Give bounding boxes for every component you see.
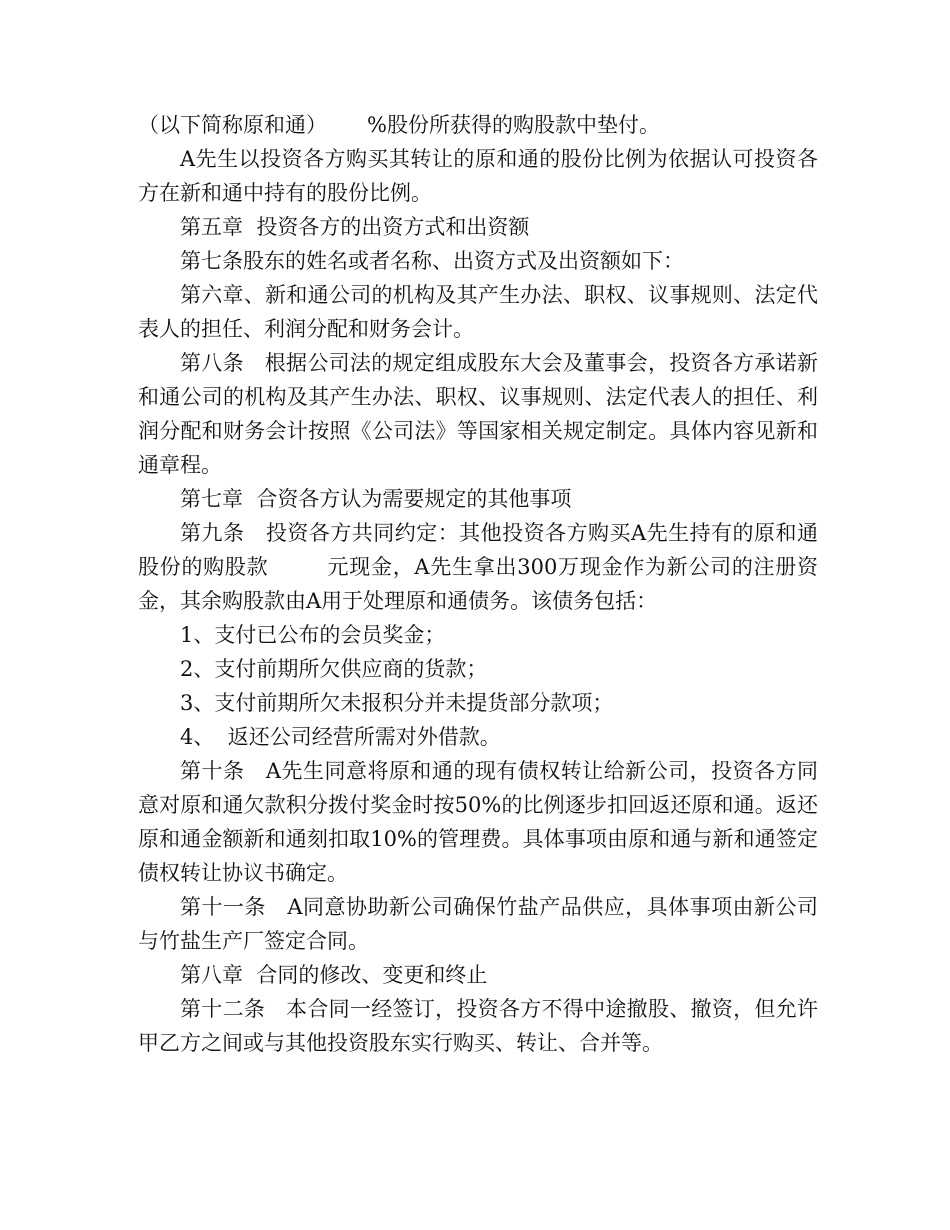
chapter-6-heading: 第六章、新和通公司的机构及其产生办法、职权、议事规则、法定代表人的担任、利润分配和财务会计。 (138, 283, 818, 341)
article-12: 第十二条 本合同一经签订，投资各方不得中途撤股、撤资，但允许甲乙方之间或与其他投资股东实行购买、转让、合并等。 (138, 997, 818, 1055)
document-body (138, 108, 818, 1060)
article-10: 第十条 A先生同意将原和通的现有债权转让给新公司，投资各方同意对原和通欠款积分拨付奖金时按50%的比例逐步扣回返还原和通。返还原和通金额新和通刻扣取10%的管理费。具体事项由原和通与新和通签定债权转让协议书确定。 (138, 759, 818, 885)
debt-item-4: 4、 返还公司经营所需对外借款。 (180, 725, 501, 749)
chapter-8-heading: 第八章 合同的修改、变更和终止 (180, 963, 488, 987)
chapter-7-heading: 第七章 合资各方认为需要规定的其他事项 (180, 487, 572, 511)
debt-item-2: 2、支付前期所欠供应商的货款； (180, 657, 488, 681)
paragraph-share-ratio: A先生以投资各方购买其转让的原和通的股份比例为依据认可投资各方在新和通中持有的股份比例。 (138, 147, 818, 205)
article-8: 第八条 根据公司法的规定组成股东大会及董事会，投资各方承诺新和通公司的机构及其产生办法、职权、议事规则、法定代表人的担任、利润分配和财务会计按照《公司法》等国家相关规定制定。具体内容见新和通章程。 (138, 351, 818, 477)
article-11: 第十一条 A同意协助新公司确保竹盐产品供应，具体事项由新公司与竹盐生产厂签定合同。 (138, 895, 818, 953)
article-9: 第九条 投资各方共同约定：其他投资各方购买A先生持有的原和通股份的购股款 元现金，A先生拿出300万现金作为新公司的注册资金，其余购股款由A用于处理原和通债务。该债务包括： (138, 521, 818, 613)
article-7: 第七条股东的姓名或者名称、出资方式及出资额如下： (180, 249, 684, 273)
chapter-5-heading: 第五章 投资各方的出资方式和出资额 (180, 215, 530, 239)
debt-item-1: 1、支付已公布的会员奖金； (180, 623, 446, 647)
paragraph-continuation: （以下简称原和通） %股份所获得的购股款中垫付。 (138, 113, 661, 137)
debt-item-3: 3、支付前期所欠未报积分并未提货部分款项； (180, 691, 614, 715)
